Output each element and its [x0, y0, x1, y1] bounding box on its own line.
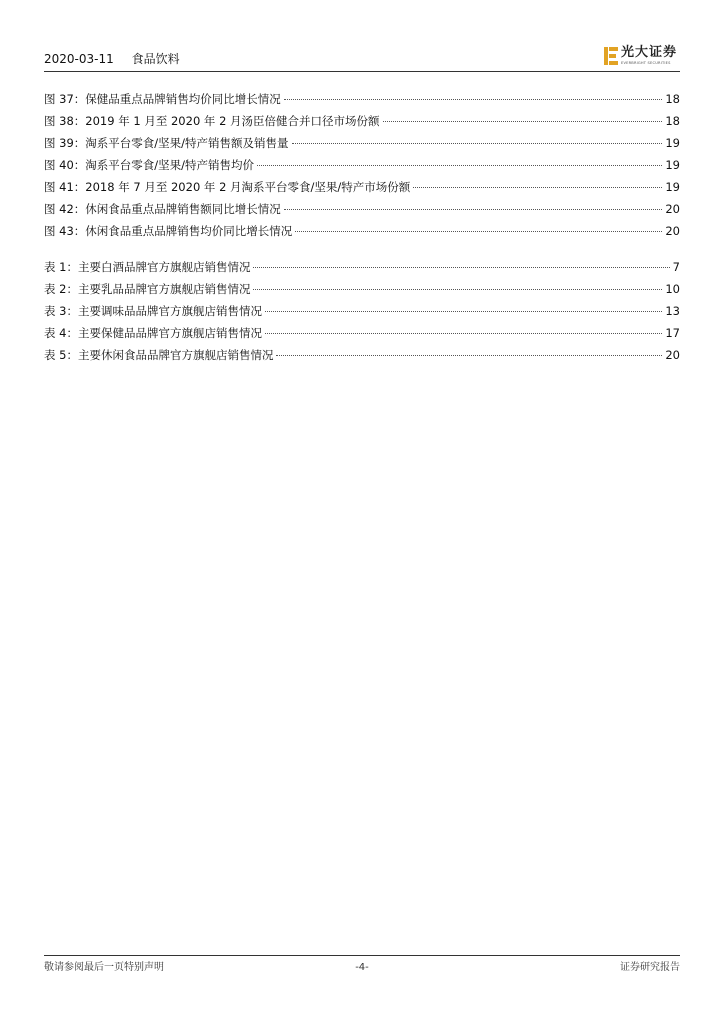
report-date: 2020-03-11: [44, 52, 114, 66]
page-header: [44, 44, 680, 72]
figure-toc-entry[interactable]: [44, 113, 680, 135]
toc-entry-title: 表 2：主要乳品品牌官方旗舰店销售情况: [44, 282, 251, 296]
toc-page-number: 10: [665, 282, 680, 296]
toc-page-number: 19: [665, 136, 680, 150]
toc-dot-leader: [265, 311, 662, 312]
toc-entry-title: 表 5：主要休闲食品品牌官方旗舰店销售情况: [44, 348, 274, 362]
footer-report-type: 证券研究报告: [620, 962, 680, 973]
toc-dot-leader: [276, 355, 662, 356]
toc-entry-title: 表 3：主要调味品品牌官方旗舰店销售情况: [44, 304, 262, 318]
table-toc-entry[interactable]: [44, 281, 680, 303]
figure-toc-entry[interactable]: [44, 179, 680, 201]
toc-dot-leader: [383, 121, 663, 122]
toc-dot-leader: [292, 143, 663, 144]
logo-mark-icon: [604, 47, 618, 65]
table-toc-entry[interactable]: [44, 259, 680, 281]
toc-page-number: 20: [665, 224, 680, 238]
toc-page-number: 13: [665, 304, 680, 318]
toc-dot-leader: [253, 267, 669, 268]
figure-toc-entry[interactable]: [44, 157, 680, 179]
toc-entry-title: 图 40：淘系平台零食/坚果/特产销售均价: [44, 158, 255, 172]
toc-dot-leader: [265, 333, 662, 334]
table-toc-entry[interactable]: [44, 325, 680, 347]
toc-dot-leader: [295, 231, 662, 232]
logo-text-cn: 光大证券: [621, 45, 678, 60]
report-category: 食品饮料: [131, 52, 180, 66]
page-footer: [44, 955, 680, 985]
logo-text-en: EVERBRIGHT SECURITIES: [621, 61, 671, 65]
figures-toc: [44, 91, 680, 245]
toc-entry-title: 图 37：保健品重点品牌销售均价同比增长情况: [44, 92, 281, 106]
header-divider: [44, 71, 680, 72]
page-number: -4-: [355, 962, 369, 973]
toc-page-number: 17: [665, 326, 680, 340]
toc-page-number: 19: [665, 158, 680, 172]
toc-entry-title: 表 1：主要白酒品牌官方旗舰店销售情况: [44, 260, 251, 274]
toc-entry-title: 表 4：主要保健品品牌官方旗舰店销售情况: [44, 326, 262, 340]
toc-dot-leader: [284, 209, 663, 210]
toc-dot-leader: [257, 165, 662, 166]
toc-page-number: 19: [665, 180, 680, 194]
figure-toc-entry[interactable]: [44, 135, 680, 157]
toc-dot-leader: [284, 99, 663, 100]
figure-toc-entry[interactable]: [44, 91, 680, 113]
toc-entry-title: 图 38：2019 年 1 月至 2020 年 2 月汤臣倍健合并口径市场份额: [44, 114, 380, 128]
figure-toc-entry[interactable]: [44, 223, 680, 245]
everbright-logo: [604, 46, 680, 68]
table-toc-entry[interactable]: [44, 347, 680, 369]
toc-entry-title: 图 39：淘系平台零食/坚果/特产销售额及销售量: [44, 136, 289, 150]
toc-dot-leader: [413, 187, 662, 188]
toc-page-number: 7: [672, 260, 680, 274]
tables-toc: [44, 259, 680, 369]
toc-dot-leader: [253, 289, 662, 290]
toc-page-number: 20: [665, 348, 680, 362]
table-toc-entry[interactable]: [44, 303, 680, 325]
figure-toc-entry[interactable]: [44, 201, 680, 223]
toc-entry-title: 图 43：休闲食品重点品牌销售均价同比增长情况: [44, 224, 293, 238]
toc-page-number: 20: [665, 202, 680, 216]
footer-disclaimer: 敬请参阅最后一页特别声明: [44, 962, 164, 973]
header-info: [44, 52, 180, 66]
toc-entry-title: 图 41：2018 年 7 月至 2020 年 2 月淘系平台零食/坚果/特产市场份额: [44, 180, 411, 194]
toc-page-number: 18: [665, 92, 680, 106]
footer-divider: [44, 955, 680, 956]
toc-page-number: 18: [665, 114, 680, 128]
toc-entry-title: 图 42：休闲食品重点品牌销售额同比增长情况: [44, 202, 281, 216]
